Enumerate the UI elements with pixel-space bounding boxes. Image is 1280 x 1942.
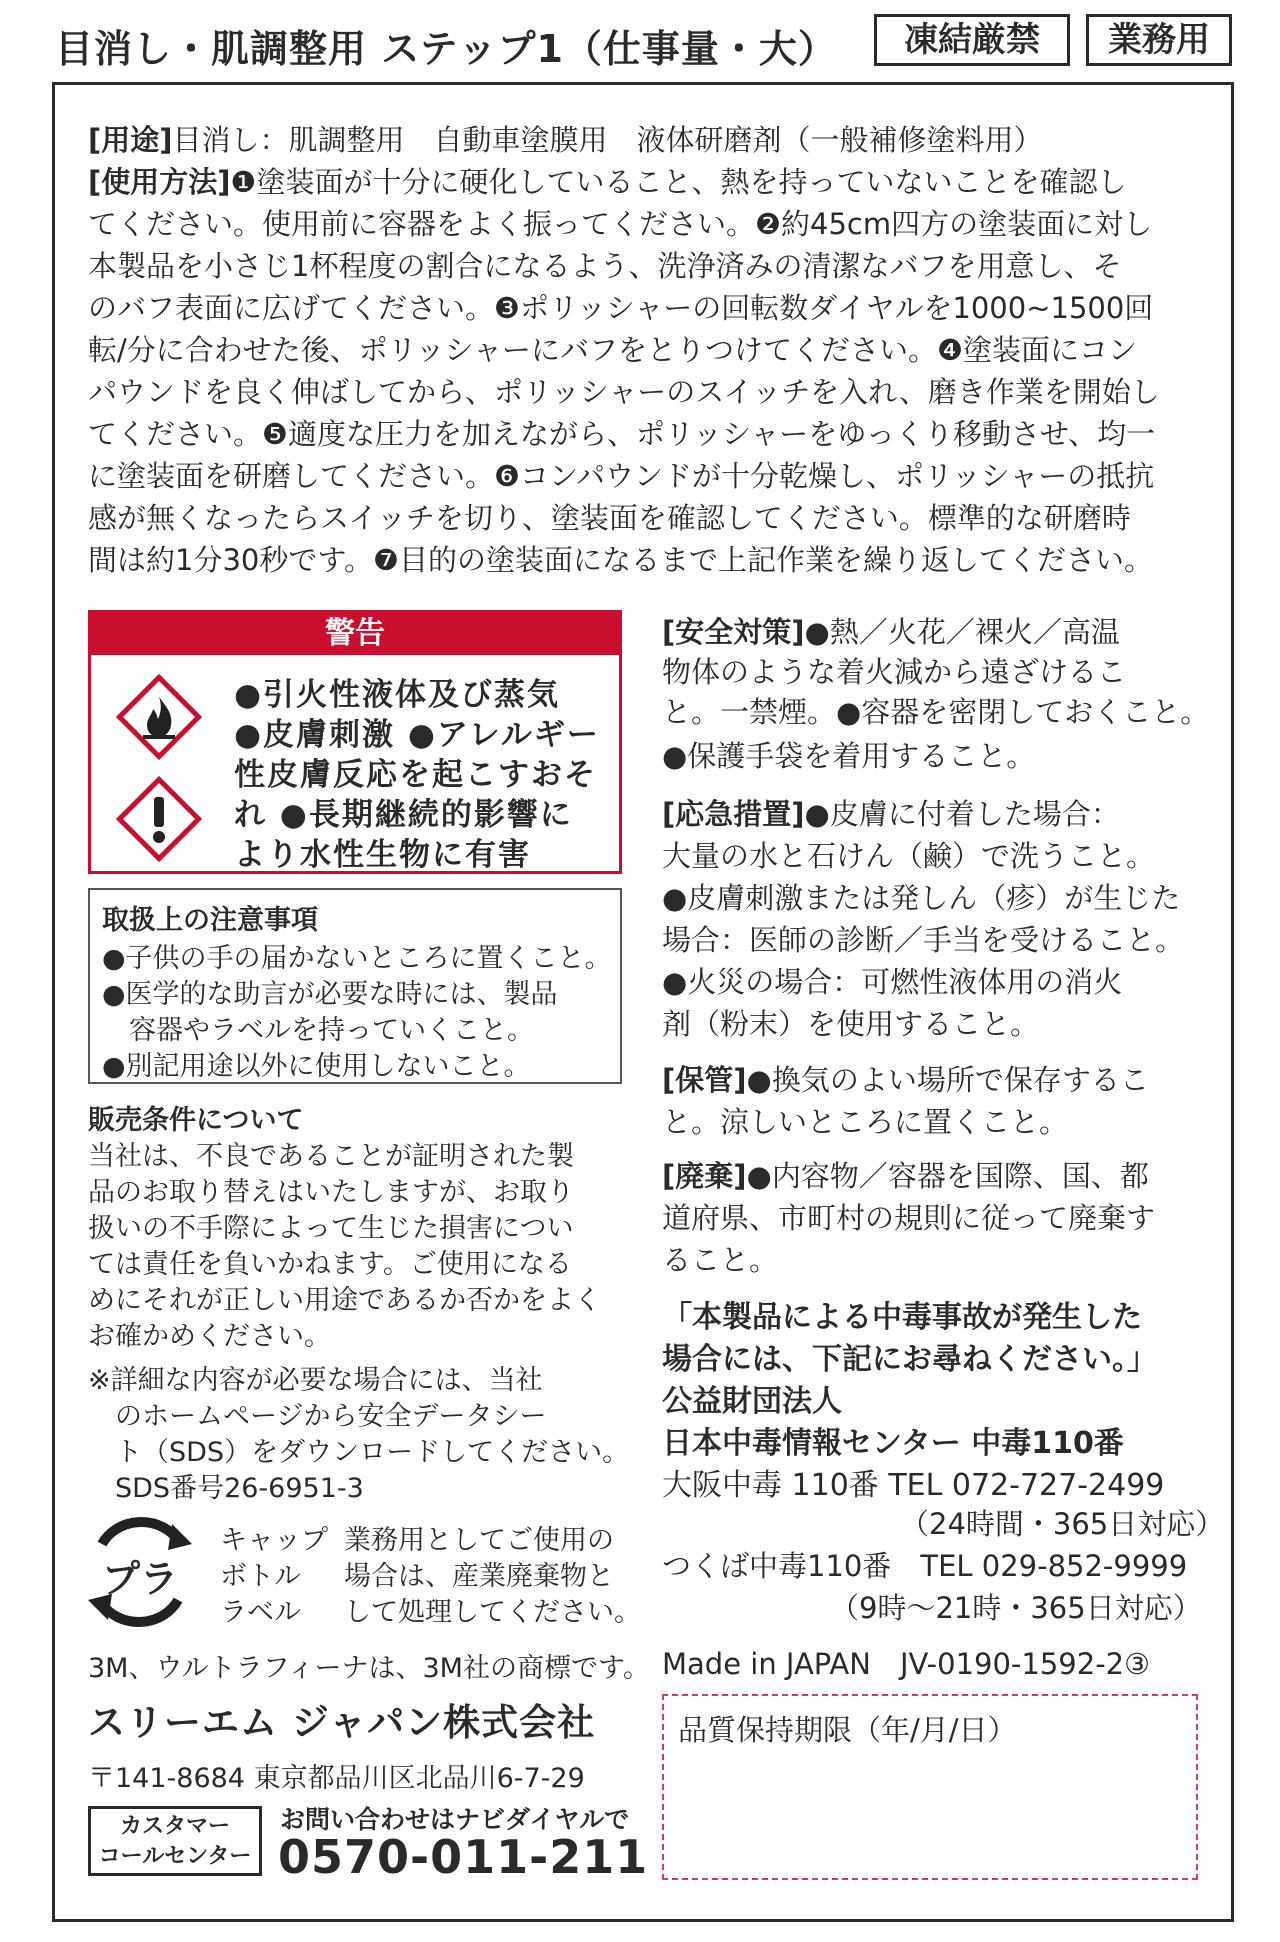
safety-line: と。一禁煙。●容器を密閉しておくこと。 (662, 695, 1210, 729)
recycle-part-bottle: ボトル (220, 1561, 301, 1592)
emergency-line: 大量の水と石けん（鹸）で洗うこと。 (662, 839, 1156, 873)
safety-line: ●保護手袋を着用すること。 (662, 739, 1036, 773)
disposal-line: 道府県、市町村の規則に従って廃棄す (662, 1201, 1156, 1235)
warning-line: 性皮膚反応を起こすおそ (234, 757, 597, 793)
method-line: パウンドを良く伸ばしてから、ポリッシャーのスイッチを入れ、磨き作業を開始し (88, 375, 1160, 409)
sds-note-line: のホームページから安全データシー (88, 1401, 547, 1432)
customer-center-line: コールセンター (98, 1844, 252, 1869)
emergency-line: 場合：医師の診断／手当を受けること。 (662, 923, 1185, 957)
usage-text: 目消し：肌調整用 自動車塗膜用 液体研磨剤（一般補修塗料用） (172, 123, 1043, 157)
recycle-mark-text: プラ (101, 1557, 178, 1601)
warning-box (88, 610, 622, 874)
flame-icon (113, 671, 205, 763)
method-label: [使用方法] (88, 165, 231, 199)
poison-line: 場合には、下記にお尋ねください。」 (662, 1342, 1157, 1377)
business-use-badge: 業務用 (1086, 14, 1232, 66)
sales-line: お確かめください。 (88, 1321, 331, 1352)
handling-caution-box (88, 888, 622, 1084)
company-address: 〒141-8684 東京都品川区北品川6-7-29 (88, 1763, 585, 1794)
usage-line (88, 118, 1043, 159)
recycle-note-line: して処理してください。 (344, 1597, 641, 1628)
plastic-recycle-icon (80, 1514, 200, 1630)
handling-title: 取扱上の注意事項 (102, 905, 318, 936)
handling-line: ●子供の手の届かないところに置くこと。 (102, 943, 612, 974)
disposal-line: [廃棄]●内容物／容器を国際、国、都 (662, 1159, 1149, 1193)
recycle-part-label: ラベル (220, 1597, 301, 1628)
sales-line: めにそれが正しい用途であるか否かをよく (88, 1285, 601, 1316)
freeze-prohibited-badge: 凍結厳禁 (874, 14, 1070, 66)
sales-line: 当社は、不良であることが証明された製 (88, 1141, 574, 1172)
method-line: [使用方法]❶塗装面が十分に硬化していること、熱を持っていないことを確認し (88, 165, 1127, 199)
emergency-line: ●火災の場合：可燃性液体用の消火 (662, 965, 1123, 999)
sds-note-line: ※詳細な内容が必要な場合には、当社 (88, 1365, 543, 1396)
osaka-hotline: 大阪中毒 110番 TEL 072-727-2499 (662, 1468, 1165, 1503)
osaka-hours: （24時間・365日対応） (900, 1507, 1225, 1541)
method-line: に塗装面を研磨してください。❻コンパウンドが十分乾燥し、ポリッシャーの抵抗 (88, 459, 1155, 493)
warning-line: れ ●長期継続的影響に (234, 797, 573, 833)
sales-line: 扱いの不手際によって生じた損害につい (88, 1213, 574, 1244)
label-header (0, 0, 1280, 80)
handling-line: 容器やラベルを持っていくこと。 (102, 1015, 534, 1046)
method-line: 間は約1分30秒です。❼目的の塗装面になるまで上記作業を繰り返してください。 (88, 543, 1154, 577)
disposal-label: [廃棄] (662, 1159, 747, 1193)
safety-line: 物体のような着火減から遠ざけるこ (662, 655, 1127, 689)
emergency-line: [応急措置]●皮膚に付着した場合： (662, 797, 1120, 831)
method-line: てください。使用前に容器をよく振ってください。❷約45cm四方の塗装面に対し (88, 207, 1153, 241)
storage-line: [保管]●換気のよい場所で保存するこ (662, 1063, 1149, 1097)
recycle-part-cap: キャップ (220, 1525, 328, 1556)
method-line: 転/分に合わせた後、ポリッシャーにバフをとりつけてください。❹塗装面にコン (88, 333, 1138, 367)
warning-line: ●皮膚刺激 ●アレルギー (234, 717, 600, 753)
storage-line: と。涼しいところに置くこと。 (662, 1105, 1069, 1139)
recycle-note-line: 場合は、産業廃棄物と (344, 1561, 614, 1592)
quality-expiry-label: 品質保持期限（年/月/日） (678, 1713, 1017, 1747)
emergency-line: 剤（粉末）を使用すること。 (662, 1007, 1040, 1041)
exclamation-icon (113, 773, 205, 865)
sales-line: ては責任を負いかねます。ご使用になる (88, 1249, 572, 1280)
customer-center-box (88, 1806, 262, 1876)
sds-number: SDS番号26-6951-3 (88, 1473, 364, 1504)
sales-line: 品のお取り替えはいたしますが、お取り (88, 1177, 574, 1208)
poison-center-name: 日本中毒情報センター 中毒110番 (662, 1426, 1124, 1461)
tsukuba-hotline: つくば中毒110番 TEL 029-852-9999 (662, 1549, 1188, 1583)
method-line: 感が無くなったらスイッチを切り、塗装面を確認してください。標準的な研磨時 (88, 501, 1131, 535)
quality-expiry-box (662, 1694, 1198, 1880)
product-title: 目消し・肌調整用 ステップ1（仕事量・大） (55, 27, 837, 71)
safety-line: [安全対策]●熱／火花／裸火／高温 (662, 615, 1120, 649)
disposal-line: ること。 (662, 1243, 779, 1277)
company-name: スリーエム ジャパン株式会社 (88, 1701, 596, 1744)
emergency-line: ●皮膚刺激または発しん（疹）が生じた (662, 881, 1181, 915)
customer-center-line: カスタマー (119, 1814, 230, 1839)
recycle-note-line: 業務用としてご使用の (344, 1525, 614, 1556)
method-line: てください。❺適度な圧力を加えながら、ポリッシャーをゆっくり移動させ、均一 (88, 417, 1156, 451)
customer-phone: 0570-011-211 (278, 1830, 649, 1884)
method-line: 本製品を小さじ1杯程度の割合になるよう、洗浄済みの清潔なバフを用意し、そ (88, 249, 1122, 283)
made-in-code: Made in JAPAN JV-0190-1592-2③ (662, 1647, 1151, 1681)
sales-title: 販売条件について (88, 1105, 304, 1136)
warning-line: より水性生物に有害 (234, 837, 531, 873)
warning-line: ●引火性液体及び蒸気 (234, 677, 561, 713)
emergency-label: [応急措置] (662, 797, 805, 831)
trademark-note: 3M、ウルトラフィーナは、3M社の商標です。 (88, 1653, 650, 1684)
warning-header: 警告 (91, 613, 619, 655)
poison-line: 公益財団法人 (662, 1384, 842, 1419)
tsukuba-hours: （9時～21時・365日対応） (830, 1591, 1202, 1625)
safety-label: [安全対策] (662, 615, 805, 649)
storage-label: [保管] (662, 1063, 747, 1097)
usage-label: [用途] (88, 123, 173, 157)
method-line: のバフ表面に広げてください。❸ポリッシャーの回転数ダイヤルを1000~1500回 (88, 291, 1154, 325)
sds-note-line: ト（SDS）をダウンロードしてください。 (88, 1437, 630, 1468)
handling-line: ●医学的な助言が必要な時には、製品 (102, 979, 558, 1010)
poison-line: 「本製品による中毒事故が発生した (662, 1300, 1142, 1335)
inquiry-note: お問い合わせはナビダイヤルで (280, 1805, 630, 1834)
handling-line: ●別記用途以外に使用しないこと。 (102, 1051, 531, 1082)
